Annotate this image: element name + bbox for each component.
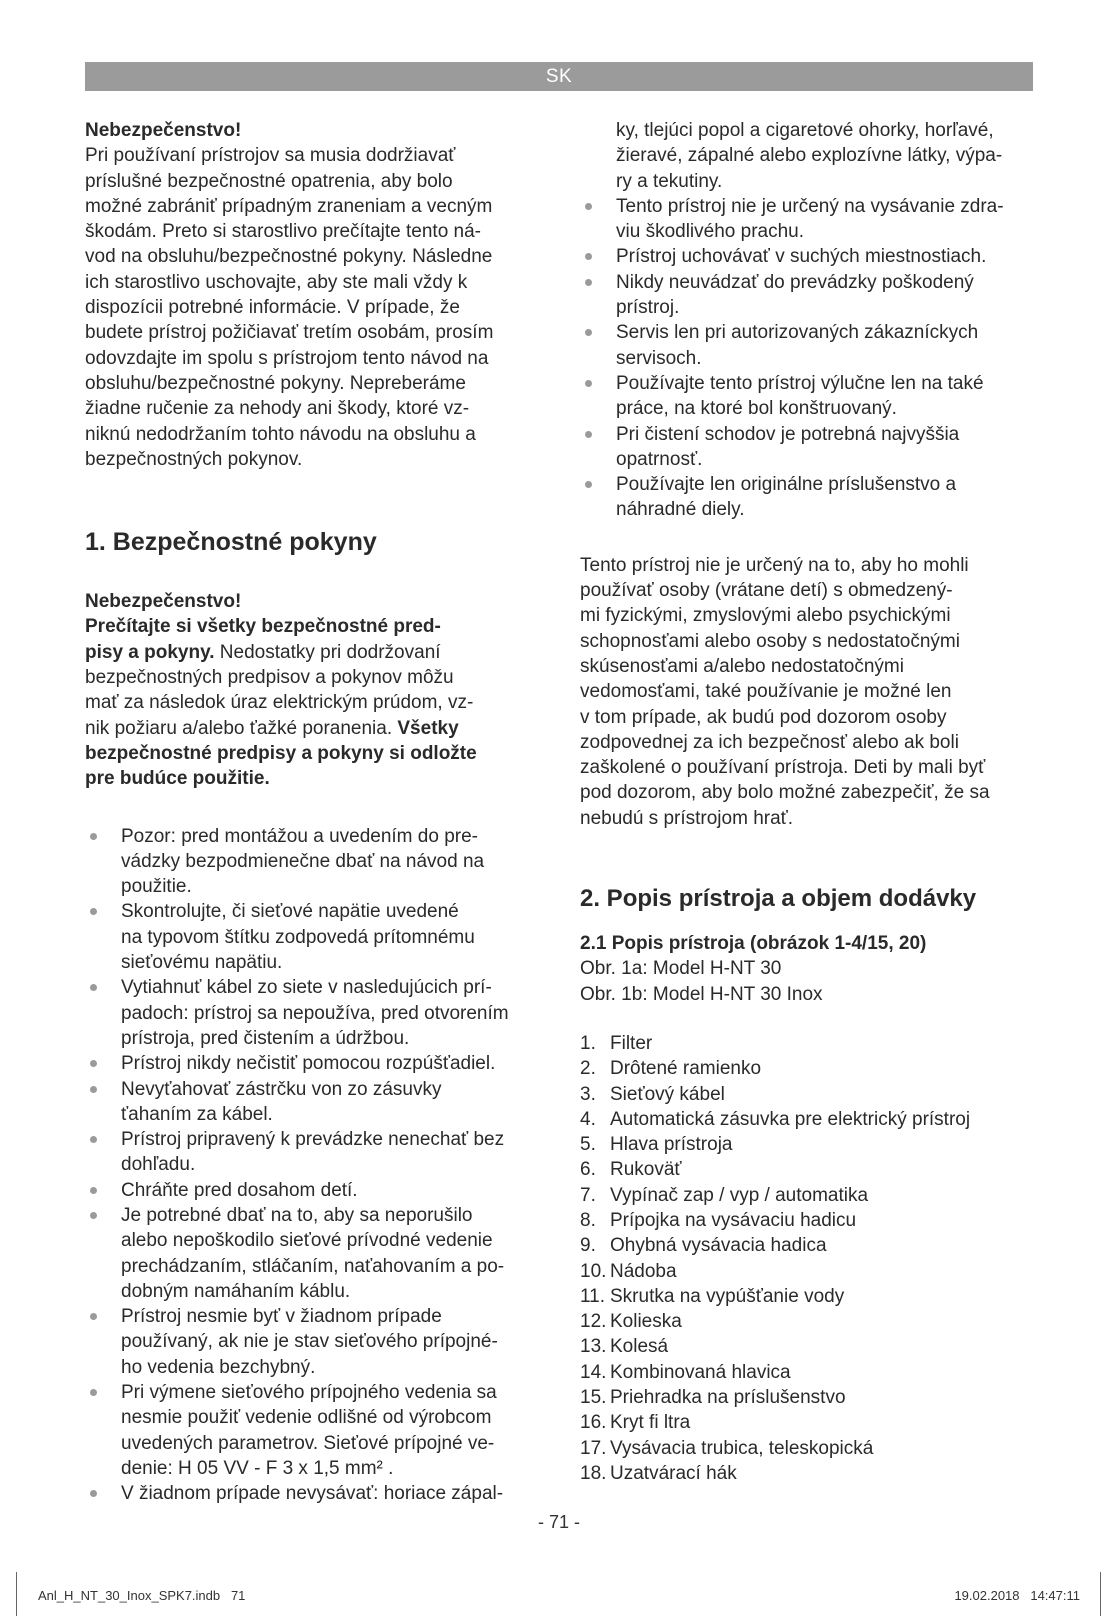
part-label: Automatická zásuvka pre elektrický prístroj <box>610 1108 971 1130</box>
safety-bullet-list-left <box>85 824 537 1507</box>
part-number: 11. <box>580 1285 606 1307</box>
paragraph-line: niknú nedodržaním tohto návodu na obsluhu a <box>85 423 476 445</box>
parts-list-item <box>580 1031 1032 1056</box>
warning-line: pisy a pokyny. Nedostatky pri dodržovaní <box>85 641 441 663</box>
parts-list-item <box>580 1233 1032 1258</box>
list-item: Chráňte pred dosahom detí. <box>85 1178 537 1203</box>
parts-list <box>580 1031 1032 1486</box>
list-item: Prístroj uchovávať v suchých miestnostiach. <box>580 244 1032 269</box>
part-label: Vypínač zap / vyp / automatika <box>610 1184 869 1206</box>
part-number: 6. <box>580 1159 596 1181</box>
intro-paragraph <box>85 143 537 472</box>
paragraph-line: používať osoby (vrátane detí) s obmedzený- <box>580 580 953 602</box>
parts-list-item <box>580 1410 1032 1435</box>
language-code: SK <box>545 66 573 87</box>
crop-mark-left <box>16 1572 17 1616</box>
part-number: 4. <box>580 1108 596 1130</box>
part-number: 8. <box>580 1209 596 1231</box>
footer-timestamp: 19.02.2018 14:47:11 <box>954 1588 1080 1603</box>
paragraph-line: ich starostlivo uschovajte, aby ste mali vždy k <box>85 271 468 293</box>
children-paragraph <box>580 553 1032 831</box>
intro-danger-title: Nebezpečenstvo! <box>85 120 242 141</box>
language-header-bar <box>85 62 1033 91</box>
part-label: Prípojka na vysávaciu hadicu <box>610 1209 857 1231</box>
warning-line: nik požiaru a/alebo ťažké poranenia. Všetky <box>85 717 459 739</box>
continued-line: žieravé, zápalné alebo explozívne látky, výpa- <box>616 145 1003 167</box>
list-item: Tento prístroj nie je určený na vysávanie zdra- viu škodlivého prachu. <box>580 194 1032 245</box>
list-item: Používajte tento prístroj výlučne len na také práce, na ktoré bol konštruovaný. <box>580 371 1032 422</box>
parts-list-item <box>580 1082 1032 1107</box>
part-label: Vysávacia trubica, teleskopická <box>610 1437 874 1459</box>
list-item: Je potrebné dbať na to, aby sa neporušilo alebo nepoškodilo sieťové prívodné vedenie prechádzaním, stláčaním, naťahovaním a po- dobným namáhaním káblu. <box>85 1203 537 1304</box>
warning-line: pre budúce použitie. <box>85 768 270 790</box>
list-item: Používajte len originálne príslušenstvo a náhradné diely. <box>580 472 1032 523</box>
parts-list-item <box>580 1334 1032 1359</box>
part-label: Nádoba <box>610 1260 677 1282</box>
list-item: Prístroj pripravený k prevádzke nenechať bez dohľadu. <box>85 1127 537 1178</box>
part-number: 1. <box>580 1032 596 1054</box>
part-number: 12. <box>580 1311 607 1333</box>
parts-list-item <box>580 1157 1032 1182</box>
paragraph-line: odovzdajte im spolu s prístrojom tento návod na <box>85 347 489 369</box>
part-label: Hlava prístroja <box>610 1134 733 1156</box>
part-number: 2. <box>580 1058 596 1080</box>
parts-list-item <box>580 1284 1032 1309</box>
paragraph-line: dispozícii potrebné informácie. V prípade, že <box>85 297 460 319</box>
list-item: Vytiahnuť kábel zo siete v nasledujúcich prí- padoch: prístroj sa nepoužíva, pred otvorením prístroja, pred čistením a údržbou. <box>85 975 537 1051</box>
parts-list-item <box>580 1056 1032 1081</box>
parts-list-item <box>580 1436 1032 1461</box>
parts-list-item <box>580 1183 1032 1208</box>
continued-line: ry a tekutiny. <box>616 170 723 192</box>
paragraph-line: schopnosťami alebo osoby s nedostatočnými <box>580 630 960 652</box>
warning-line: mať za následok úraz elektrickým prúdom, vz- <box>85 692 474 714</box>
paragraph-line: vedomosťami, také používanie je možné len <box>580 681 952 703</box>
part-number: 10. <box>580 1260 607 1282</box>
paragraph-line: škodám. Preto si starostlivo prečítajte tento ná- <box>85 221 482 243</box>
part-label: Ohybná vysávacia hadica <box>610 1235 827 1257</box>
parts-list-item <box>580 1259 1032 1284</box>
part-number: 3. <box>580 1083 596 1105</box>
parts-list-item <box>580 1132 1032 1157</box>
section-2-heading: 2. Popis prístroja a objem dodávky <box>580 885 977 913</box>
parts-list-item <box>580 1309 1032 1334</box>
list-item: Pri výmene sieťového prípojného vedenia sa nesmie použiť vedenie odlišné od výrobcom uvedených parametrov. Sieťové prípojné ve- denie: H 05 VV - F 3 x 1,5 mm² . <box>85 1380 537 1481</box>
part-number: 16. <box>580 1412 607 1434</box>
figure-line: Obr. 1a: Model H-NT 30 <box>580 958 782 980</box>
paragraph-line: pod dozorom, aby bolo možné zabezpečiť, že sa <box>580 782 990 804</box>
paragraph-line: nebudú s prístrojom hrať. <box>580 807 794 829</box>
list-item: Prístroj nesmie byť v žiadnom prípade používaný, ak nie je stav sieťového prípojné- ho vedenia bezchybný. <box>85 1304 537 1380</box>
page-number: - 71 - <box>537 1512 580 1532</box>
list-item: Skontrolujte, či sieťové napätie uvedené na typovom štítku zodpovedá prítomnému sieťovému napätiu. <box>85 899 537 975</box>
paragraph-line: bezpečnostných pokynov. <box>85 448 303 470</box>
part-number: 13. <box>580 1336 607 1358</box>
part-number: 7. <box>580 1184 596 1206</box>
warning-line: bezpečnostné predpisy a pokyny si odložte <box>85 742 477 764</box>
crop-mark-right <box>1100 1572 1101 1616</box>
list-item: Prístroj nikdy nečistiť pomocou rozpúšťadiel. <box>85 1051 537 1076</box>
section-1-warning-paragraph <box>85 614 537 791</box>
list-item: Pozor: pred montážou a uvedením do pre- vádzky bezpodmienečne dbať na návod na použitie. <box>85 824 537 900</box>
list-item: Servis len pri autorizovaných zákazníckych servisoch. <box>580 320 1032 371</box>
part-label: Filter <box>610 1032 653 1054</box>
part-number: 18. <box>580 1462 607 1484</box>
figure-line: Obr. 1b: Model H-NT 30 Inox <box>580 983 823 1005</box>
section-2-1-subheading: 2.1 Popis prístroja (obrázok 1-4/15, 20) <box>580 933 927 955</box>
parts-list-item <box>580 1360 1032 1385</box>
part-label: Uzatvárací hák <box>610 1462 737 1484</box>
continued-line: ky, tlejúci popol a cigaretové ohorky, horľavé, <box>616 120 994 141</box>
paragraph-line: skúsenosťami a/alebo nedostatočnými <box>580 655 904 677</box>
paragraph-line: príslušné bezpečnostné opatrenia, aby bolo <box>85 170 453 192</box>
safety-bullet-list-right <box>580 194 1032 523</box>
parts-list-item <box>580 1461 1032 1486</box>
footer-file-name: Anl_H_NT_30_Inox_SPK7.indb 71 <box>38 1588 246 1603</box>
warning-line: bezpečnostných predpisov a pokynov môžu <box>85 667 454 689</box>
left-column <box>85 118 537 1507</box>
part-label: Skrutka na vypúšťanie vody <box>610 1285 845 1307</box>
right-column <box>580 118 1032 1486</box>
paragraph-line: možné zabrániť prípadným zraneniam a vecným <box>85 195 493 217</box>
paragraph-line: vod na obsluhu/bezpečnostné pokyny. Následne <box>85 246 493 268</box>
paragraph-line: obsluhu/bezpečnostné pokyny. Nepreberáme <box>85 372 466 394</box>
part-label: Kolieska <box>610 1311 682 1333</box>
part-label: Sieťový kábel <box>610 1083 725 1105</box>
part-label: Kryt fi ltra <box>610 1412 691 1434</box>
section-1-danger-title: Nebezpečenstvo! <box>85 591 242 613</box>
paragraph-line: mi fyzickými, zmyslovými alebo psychickými <box>580 605 951 627</box>
continued-bullet-text <box>580 118 1032 194</box>
list-item: Nikdy neuvádzať do prevádzky poškodený prístroj. <box>580 270 1032 321</box>
list-item: Nevyťahovať zástrčku von zo zásuvky ťahaním za kábel. <box>85 1077 537 1128</box>
paragraph-line: Pri používaní prístrojov sa musia dodržiavať <box>85 145 456 167</box>
part-number: 14. <box>580 1361 607 1383</box>
list-item: Pri čistení schodov je potrebná najvyššia opatrnosť. <box>580 422 1032 473</box>
paragraph-line: zaškolené o používaní prístroja. Deti by mali byť <box>580 757 986 779</box>
part-number: 5. <box>580 1134 596 1156</box>
paragraph-line: zodpovednej za ich bezpečnosť alebo ak boli <box>580 731 959 753</box>
paragraph-line: Tento prístroj nie je určený na to, aby ho mohli <box>580 554 969 576</box>
parts-list-item <box>580 1385 1032 1410</box>
section-1-heading: 1. Bezpečnostné pokyny <box>85 528 377 557</box>
part-label: Kolesá <box>610 1336 669 1358</box>
warning-line: Prečítajte si všetky bezpečnostné pred- <box>85 616 441 638</box>
part-label: Drôtené ramienko <box>610 1058 762 1080</box>
part-number: 9. <box>580 1235 596 1257</box>
paragraph-line: žiadne ručenie za nehody ani škody, ktoré vz- <box>85 398 470 420</box>
list-item: V žiadnom prípade nevysávať: horiace zápal- <box>85 1481 537 1506</box>
part-label: Kombinovaná hlavica <box>610 1361 791 1383</box>
part-label: Priehradka na príslušenstvo <box>610 1387 846 1409</box>
parts-list-item <box>580 1107 1032 1132</box>
part-label: Rukoväť <box>610 1159 682 1181</box>
part-number: 15. <box>580 1387 607 1409</box>
parts-list-item <box>580 1208 1032 1233</box>
part-number: 17. <box>580 1437 607 1459</box>
paragraph-line: v tom prípade, ak budú pod dozorom osoby <box>580 706 947 728</box>
paragraph-line: budete prístroj požičiavať tretím osobám, prosím <box>85 322 494 344</box>
